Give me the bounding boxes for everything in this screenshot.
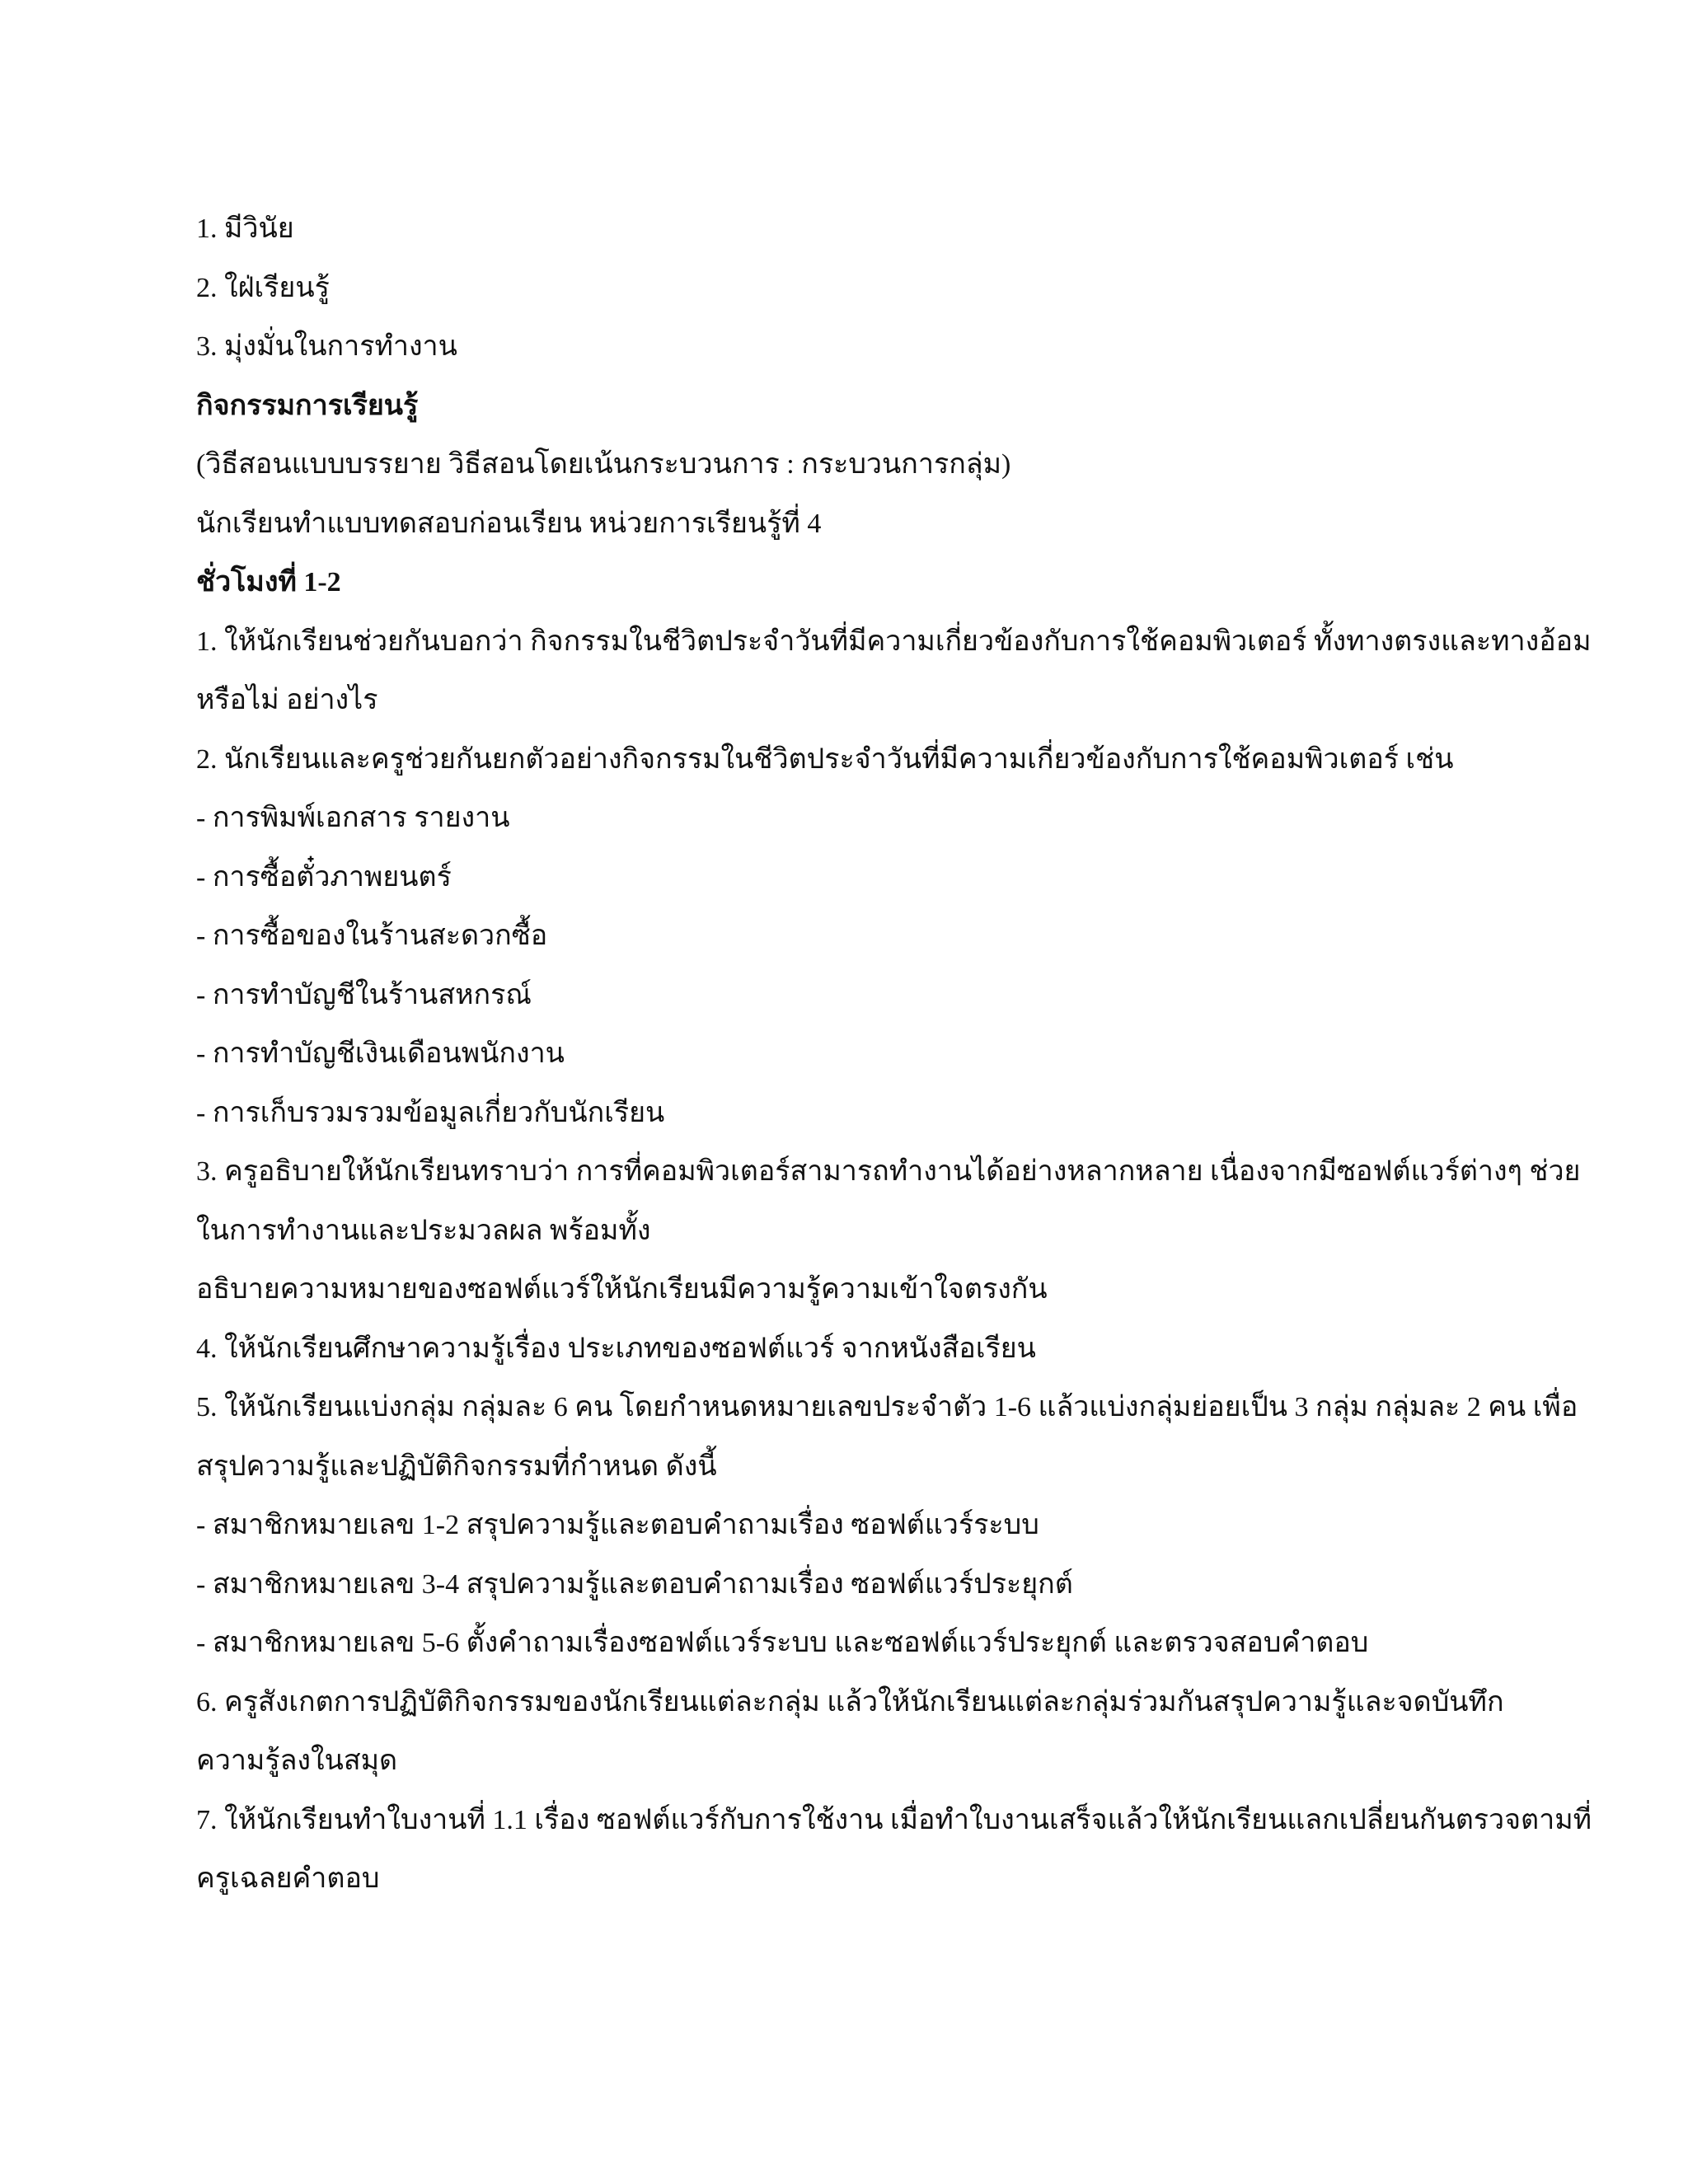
list-item: - สมาชิกหมายเลข 5-6 ตั้งคำถามเรื่องซอฟต์แวร์ระบบ และซอฟต์แวร์ประยุกต์ และตรวจสอบคำตอบ [196, 1628, 1369, 1658]
list-item: - การเก็บรวมรวมข้อมูลเกี่ยวกับนักเรียน [196, 1097, 665, 1128]
section-heading-hours: ชั่วโมงที่ 1-2 [196, 567, 341, 598]
text-line-2: 2. ใฝ่เรียนรู้ [196, 272, 330, 303]
text-line-8: 1. ให้นักเรียนช่วยกันบอกว่า กิจกรรมในชีวิตประจำวันที่มีความเกี่ยวข้องกับการใช้คอมพิวเตอร์ ทั้งทางตรงและทางอ้อม [196, 626, 1592, 657]
text-line-5: (วิธีสอนแบบบรรยาย วิธีสอนโดยเน้นกระบวนการ : กระบวนการกลุ่ม) [196, 449, 1011, 480]
section-heading-learning-activities: กิจกรรมการเรียนรู้ [196, 390, 419, 421]
text-line-20: 4. ให้นักเรียนศึกษาความรู้เรื่อง ประเภทของซอฟต์แวร์ จากหนังสือเรียน [196, 1333, 1036, 1364]
text-line-26: 6. ครูสังเกตการปฏิบัติกิจกรรมของนักเรียนแต่ละกลุ่ม แล้วให้นักเรียนแต่ละกลุ่มร่วมกันสรุปความรู้และจดบันทึก [196, 1686, 1504, 1718]
list-item: - การซื้อของในร้านสะดวกซื้อ [196, 921, 548, 951]
text-line-6: นักเรียนทำแบบทดสอบก่อนเรียน หน่วยการเรียนรู้ที่ 4 [196, 508, 822, 539]
list-item: - การทำบัญชีในร้านสหกรณ์ [196, 979, 532, 1010]
document-body [196, 199, 1592, 1909]
text-line-19: อธิบายความหมายของซอฟต์แวร์ให้นักเรียนมีความรู้ความเข้าใจตรงกัน [196, 1274, 1048, 1305]
text-line-21: 5. ให้นักเรียนแบ่งกลุ่ม กลุ่มละ 6 คน โดยกำหนดหมายเลขประจำตัว 1-6 แล้วแบ่งกลุ่มย่อยเป็น 3 กลุ่ม กลุ่มละ 2 คน เพื่อ [196, 1392, 1578, 1422]
list-item: - สมาชิกหมายเลข 3-4 สรุปความรู้และตอบคำถามเรื่อง ซอฟต์แวร์ประยุกต์ [196, 1568, 1073, 1600]
list-item: - การซื้อตั๋วภาพยนตร์ [196, 861, 452, 893]
text-line-27: ความรู้ลงในสมุด [196, 1746, 398, 1776]
list-item: - สมาชิกหมายเลข 1-2 สรุปความรู้และตอบคำถามเรื่อง ซอฟต์แวร์ระบบ [196, 1510, 1039, 1540]
list-item: - การทำบัญชีเงินเดือนพนักงาน [196, 1038, 565, 1069]
text-line-1: 1. มีวินัย [196, 213, 294, 244]
list-item: - การพิมพ์เอกสาร รายงาน [196, 803, 510, 833]
text-line-9: หรือไม่ อย่างไร [196, 685, 378, 715]
text-line-18: ในการทำงานและประมวลผล พร้อมทั้ง [196, 1215, 651, 1246]
text-line-29: ครูเฉลยคำตอบ [196, 1863, 380, 1894]
text-line-22: สรุปความรู้และปฏิบัติกิจกรรมที่กำหนด ดังนี้ [196, 1451, 717, 1482]
text-line-17: 3. ครูอธิบายให้นักเรียนทราบว่า การที่คอมพิวเตอร์สามารถทำงานได้อย่างหลากหลาย เนื่องจากมีซอฟต์แวร์ต่างๆ ช่วย [196, 1156, 1581, 1187]
text-line-28: 7. ให้นักเรียนทำใบงานที่ 1.1 เรื่อง ซอฟต์แวร์กับการใช้งาน เมื่อทำใบงานเสร็จแล้วให้นักเรียนแลกเปลี่ยนกันตรวจตามที่ [196, 1804, 1592, 1835]
text-line-10: 2. นักเรียนและครูช่วยกันยกตัวอย่างกิจกรรมในชีวิตประจำวันที่มีความเกี่ยวข้องกับการใช้คอมพิวเตอร์ เช่น [196, 743, 1454, 775]
text-line-3: 3. มุ่งมั่นในการทำงาน [196, 331, 457, 362]
